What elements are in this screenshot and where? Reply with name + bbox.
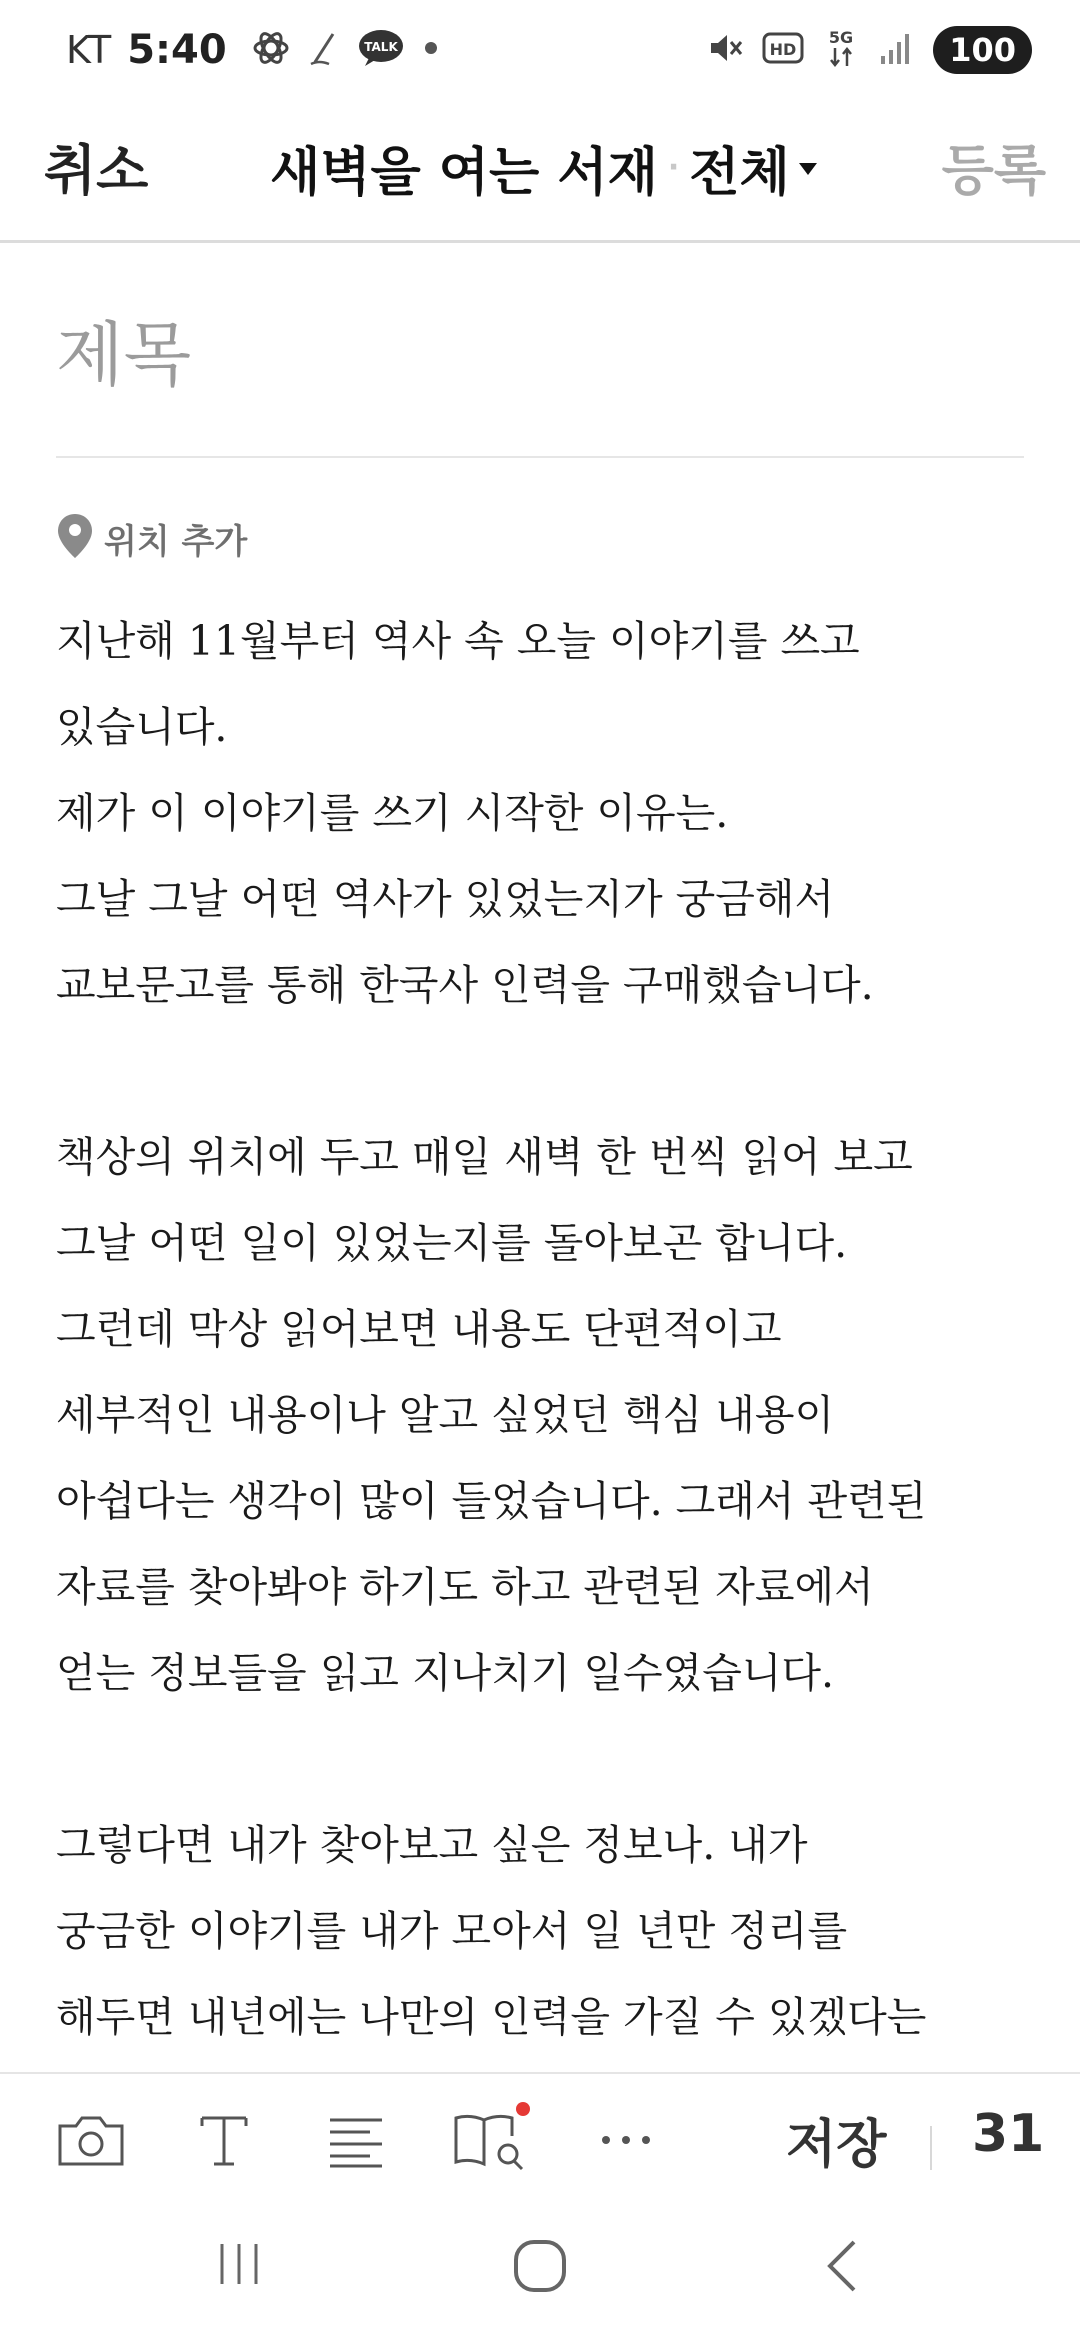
body-line: 그렇다면 내가 찾아보고 싶은 정보나. 내가 — [56, 1821, 808, 1869]
openai-icon — [251, 28, 291, 72]
body-line — [56, 1716, 1046, 1802]
editor-header — [0, 100, 1080, 243]
body-editor[interactable] — [56, 598, 1046, 2078]
register-button[interactable]: 등록 — [942, 128, 1046, 205]
text-icon[interactable] — [196, 2110, 252, 2170]
svg-text:5G: 5G — [829, 28, 854, 47]
camera-icon[interactable] — [56, 2110, 126, 2170]
location-pin-icon — [56, 512, 94, 564]
notification-dot — [516, 2102, 530, 2116]
body-line: 있습니다. — [56, 703, 228, 751]
draft-count[interactable]: 31 — [972, 2104, 1045, 2164]
kakaotalk-icon — [357, 28, 405, 72]
toolbar-divider — [930, 2126, 932, 2170]
title-input[interactable] — [56, 300, 1016, 410]
body-line — [56, 1028, 1046, 1114]
more-icon[interactable] — [596, 2110, 656, 2170]
location-label: 위치 추가 — [104, 521, 248, 562]
body-line: 얻는 정보들을 읽고 지나치기 일수였습니다. — [56, 1649, 835, 1697]
svg-text:TALK: TALK — [363, 40, 398, 54]
svg-text:HD: HD — [769, 40, 797, 59]
body-line: 그날 그날 어떤 역사가 있었는지가 궁금해서 — [56, 875, 835, 923]
body-line: 제가 이 이야기를 쓰기 시작한 이유는. — [56, 789, 729, 837]
carrier-label: KT — [66, 28, 112, 72]
5g-icon — [821, 26, 861, 74]
pen-icon — [307, 28, 341, 72]
battery-indicator: 100 — [933, 26, 1032, 74]
blog-name: 새벽을 여는 서재 — [270, 143, 658, 203]
body-line: 세부적인 내용이나 알고 싶었던 핵심 내용이 — [56, 1391, 835, 1439]
blog-category-selector[interactable] — [270, 130, 818, 205]
body-line: 아쉽다는 생각이 많이 들었습니다. 그래서 관련된 — [56, 1477, 927, 1525]
align-icon[interactable] — [326, 2110, 386, 2170]
hd-icon — [761, 28, 805, 72]
body-line: 책상의 위치에 두고 매일 새벽 한 번씩 읽어 보고 — [56, 1133, 913, 1181]
status-left — [66, 22, 441, 78]
mute-icon — [705, 28, 745, 72]
editor-toolbar — [0, 2072, 1080, 2204]
recent-apps-icon[interactable] — [214, 2238, 264, 2291]
cancel-button[interactable]: 취소 — [44, 128, 148, 205]
library-icon[interactable] — [452, 2110, 528, 2172]
body-line: 자료를 찾아봐야 하기도 하고 관련된 자료에서 — [56, 1563, 874, 1611]
body-line: 지난해 11월부터 역사 속 오늘 이야기를 쓰고 — [56, 617, 860, 665]
save-button[interactable]: 저장 — [786, 2102, 886, 2177]
home-icon[interactable] — [512, 2238, 568, 2297]
system-navbar — [0, 2202, 1080, 2340]
body-line: 해두면 내년에는 나만의 인력을 가질 수 있겠다는 — [56, 1993, 927, 2041]
add-location-button[interactable] — [56, 512, 247, 564]
back-icon[interactable] — [822, 2238, 862, 2297]
body-line: 그날 어떤 일이 있었는지를 돌아보곤 합니다. — [56, 1219, 848, 1267]
signal-icon — [877, 28, 917, 72]
dot-icon — [421, 38, 441, 62]
title-divider — [56, 456, 1024, 458]
clock: 5:40 — [127, 27, 227, 73]
body-line: 교보문고를 통해 한국사 인력을 구매했습니다. — [56, 961, 874, 1009]
body-line: 궁금한 이야기를 내가 모아서 일 년만 정리를 — [56, 1907, 848, 1955]
category-label: 전체 — [689, 143, 790, 203]
body-line: 그런데 막상 읽어보면 내용도 단편적이고 — [56, 1305, 782, 1353]
status-bar — [0, 0, 1080, 100]
caret-down-icon — [798, 153, 818, 183]
status-right — [705, 22, 1032, 78]
header-separator: · — [667, 150, 680, 185]
